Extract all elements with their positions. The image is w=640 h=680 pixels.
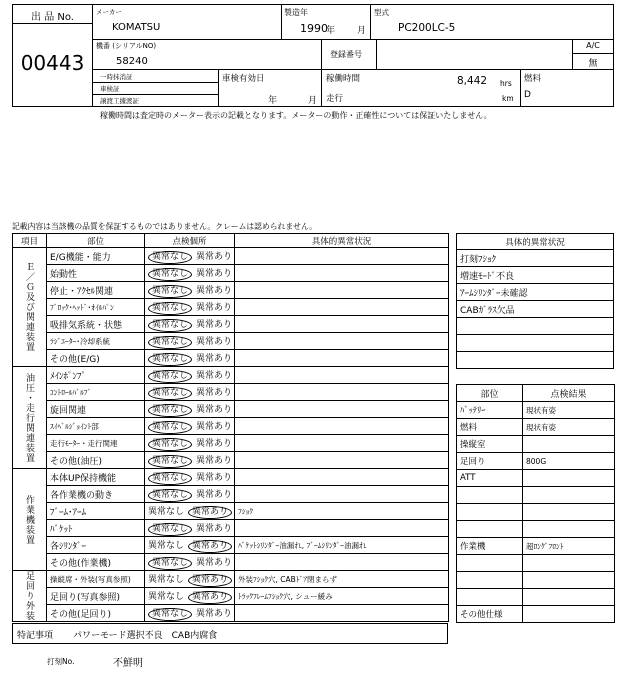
col-check: 点検個所 <box>145 234 235 248</box>
status-none: 異常なし <box>148 557 192 570</box>
fuel-value: D <box>524 90 531 100</box>
inspection-row <box>13 384 449 401</box>
check-status <box>145 554 235 571</box>
status-yes: 異常あり <box>188 540 232 553</box>
status-none: 異常なし <box>148 353 192 366</box>
result-value <box>523 572 615 589</box>
detail-text <box>235 520 449 537</box>
result-value <box>523 487 615 504</box>
check-status <box>145 588 235 605</box>
right-detail-row: 増速ﾓｰﾄﾞ不良 <box>457 267 614 284</box>
status-yes: 異常あり <box>196 608 233 619</box>
part-name: その他(作業機) <box>47 554 145 571</box>
part-name: ｽｲﾍﾞﾙｼﾞｮｲﾝﾄ部 <box>47 418 145 435</box>
result-row <box>457 504 615 521</box>
ac-value: 無 <box>588 59 598 69</box>
check-status <box>145 486 235 503</box>
result-value: 超ﾛﾝｸﾞﾌﾛﾝﾄ <box>523 538 615 555</box>
maker-value: KOMATSU <box>112 22 161 33</box>
status-none: 異常なし <box>148 608 192 621</box>
status-yes: 異常あり <box>196 268 233 279</box>
inspection-row <box>13 605 449 622</box>
status-yes: 異常あり <box>196 523 233 534</box>
status-yes: 異常あり <box>196 336 233 347</box>
detail-text <box>235 605 449 622</box>
inspection-row <box>13 537 449 554</box>
inspection-label: 車検有効日 <box>222 74 265 84</box>
detail-text: ﾊﾞｹｯﾄｼﾘﾝﾀﾞｰ油漏れ, ﾌﾞｰﾑｼﾘﾝﾀﾞｰ油漏れ <box>235 537 449 554</box>
part-name: 始動性 <box>47 265 145 282</box>
status-yes: 異常あり <box>196 438 233 449</box>
result-row <box>457 572 615 589</box>
lot-label: 出 品 No. <box>31 12 74 23</box>
check-status <box>145 401 235 418</box>
check-status <box>145 520 235 537</box>
detail-text <box>235 486 449 503</box>
status-yes: 異常あり <box>196 421 233 432</box>
hours-label: 稼働時間 <box>326 74 361 84</box>
result-row <box>457 538 615 555</box>
right-result-table <box>456 384 615 623</box>
status-yes: 異常あり <box>196 285 233 296</box>
part-name: ﾊﾞｹｯﾄ <box>47 520 145 537</box>
status-none: 異常なし <box>148 404 192 417</box>
inspection-row <box>13 452 449 469</box>
status-none: 異常なし <box>148 591 185 602</box>
status-yes: 異常あり <box>196 455 233 466</box>
status-none: 異常なし <box>148 370 192 383</box>
result-row <box>457 589 615 606</box>
detail-text <box>235 435 449 452</box>
check-status <box>145 469 235 486</box>
status-none: 異常なし <box>148 540 185 551</box>
result-row <box>457 453 615 470</box>
result-part: ATT <box>457 470 523 487</box>
status-yes: 異常あり <box>196 489 233 500</box>
detail-text: ﾌｼｮｸ <box>235 503 449 520</box>
result-value <box>523 606 615 623</box>
status-yes: 異常あり <box>196 404 233 415</box>
ac-label: A/C <box>586 41 600 50</box>
part-name: 吸排気系統・状態 <box>47 316 145 333</box>
part-name: ｺﾝﾄﾛｰﾙﾊﾞﾙﾌﾞ <box>47 384 145 401</box>
detail-text: ﾄﾗｯｸﾌﾚｰﾑﾌｼｮｸ穴, シュー緩み <box>235 588 449 605</box>
status-none: 異常なし <box>148 387 192 400</box>
mileage-label: 走行 <box>326 94 344 104</box>
result-value <box>523 589 615 606</box>
result-part <box>457 504 523 521</box>
part-name: 各ｼﾘﾝﾀﾞｰ <box>47 537 145 554</box>
detail-text <box>235 265 449 282</box>
result-value <box>523 470 615 487</box>
detail-text <box>235 316 449 333</box>
right-detail-row <box>457 335 614 352</box>
status-none: 異常なし <box>148 472 192 485</box>
result-row <box>457 487 615 504</box>
result-row <box>457 555 615 572</box>
group-label: 作業機装置 <box>13 469 47 571</box>
result-row <box>457 419 615 436</box>
check-status <box>145 503 235 520</box>
disclaimer: 記載内容は当該機の品質を保証するものではありません。クレームは認められません。 <box>12 222 318 231</box>
detail-text <box>235 350 449 367</box>
result-value <box>523 555 615 572</box>
result-row <box>457 402 615 419</box>
check-status <box>145 299 235 316</box>
scrap-cert: 譲渡工據渡証 <box>100 97 139 105</box>
status-none: 異常なし <box>148 251 192 264</box>
inspection-row <box>13 401 449 418</box>
result-part <box>457 487 523 504</box>
result-col-part: 部位 <box>457 385 523 402</box>
check-status <box>145 282 235 299</box>
detail-text <box>235 248 449 265</box>
temp-permit: 一時抹消証 <box>100 73 133 81</box>
right-detail-row: ｱｰﾑｼﾘﾝﾀﾞｰ未確認 <box>457 284 614 301</box>
status-yes: 異常あり <box>188 574 232 587</box>
status-yes: 異常あり <box>196 319 233 330</box>
result-part: 足回り <box>457 453 523 470</box>
part-name: 旋回関連 <box>47 401 145 418</box>
result-value: 現状有姿 <box>523 419 615 436</box>
part-name: その他(足回り) <box>47 605 145 622</box>
result-col-result: 点検結果 <box>523 385 615 402</box>
status-none: 異常なし <box>148 574 185 585</box>
result-row <box>457 606 615 623</box>
serial-value: 58240 <box>116 56 148 67</box>
status-none: 異常なし <box>148 336 192 349</box>
inspection-row <box>13 520 449 537</box>
result-part <box>457 572 523 589</box>
hours-value: 8,442 <box>457 75 488 87</box>
right-detail-row <box>457 318 614 335</box>
part-name: E/G機能・能力 <box>47 248 145 265</box>
check-status <box>145 435 235 452</box>
part-name: ﾌﾞﾛｯｸ･ﾍｯﾄﾞ･ｵｲﾙﾊﾟﾝ <box>47 299 145 316</box>
status-none: 異常なし <box>148 268 192 281</box>
maker-label: メーカー <box>96 8 122 16</box>
part-name: ﾗｼﾞｴｰﾀｰ･冷却系統 <box>47 333 145 350</box>
check-status <box>145 367 235 384</box>
detail-text <box>235 401 449 418</box>
status-none: 異常なし <box>148 455 192 468</box>
status-none: 異常なし <box>148 421 192 434</box>
inspection-row <box>13 333 449 350</box>
result-value: 800G <box>523 453 615 470</box>
result-part <box>457 555 523 572</box>
inspection-row <box>13 554 449 571</box>
check-status <box>145 571 235 588</box>
part-name: ﾌﾞｰﾑ･ｱｰﾑ <box>47 503 145 520</box>
check-status <box>145 333 235 350</box>
status-none: 異常なし <box>148 438 192 451</box>
inspection-row <box>13 418 449 435</box>
group-label: 足回り外装 <box>13 571 47 622</box>
km-unit: km <box>502 94 514 103</box>
month-unit: 月 <box>357 26 367 36</box>
result-part: その他仕様 <box>457 606 523 623</box>
serial-label: 機番 (シリアルNO) <box>96 42 157 50</box>
col-part: 部位 <box>47 234 145 248</box>
col-item: 項目 <box>13 234 47 248</box>
result-part: 燃料 <box>457 419 523 436</box>
right-detail-header: 具体的異常状況 <box>457 234 614 250</box>
status-yes: 異常あり <box>196 302 233 313</box>
status-yes: 異常あり <box>188 591 232 604</box>
result-value <box>523 521 615 538</box>
status-yes: 異常あり <box>196 370 233 381</box>
status-yes: 異常あり <box>196 353 233 364</box>
result-part: ﾊﾞｯﾃﾘｰ <box>457 402 523 419</box>
status-none: 異常なし <box>148 319 192 332</box>
inspection-row <box>13 248 449 265</box>
check-status <box>145 537 235 554</box>
year-label: 製造年 <box>284 8 308 17</box>
result-row <box>457 521 615 538</box>
status-yes: 異常あり <box>188 506 232 519</box>
group-label: 油圧・走行関連装置 <box>13 367 47 469</box>
result-part <box>457 521 523 538</box>
reg-value-cell <box>376 39 573 70</box>
special-value: パワーモード選択不良 CAB内腐食 <box>73 631 218 641</box>
right-detail-row: CABｶﾞﾗｽ欠品 <box>457 301 614 318</box>
status-yes: 異常あり <box>196 472 233 483</box>
vehicle-cert: 車検証 <box>100 85 120 93</box>
inspection-row <box>13 316 449 333</box>
detail-text <box>235 418 449 435</box>
result-part: 操縦室 <box>457 436 523 453</box>
status-yes: 異常あり <box>196 251 233 262</box>
part-name: その他(E/G) <box>47 350 145 367</box>
part-name: 走行ﾓｰﾀｰ・走行関連 <box>47 435 145 452</box>
inspection-row <box>13 435 449 452</box>
part-name: その他(油圧) <box>47 452 145 469</box>
check-status <box>145 452 235 469</box>
part-name: 停止・ｱｸｾﾙ関連 <box>47 282 145 299</box>
part-name: 各作業機の動き <box>47 486 145 503</box>
part-name: 足回り(写真参照) <box>47 588 145 605</box>
model-label: 型式 <box>374 8 389 17</box>
check-status <box>145 418 235 435</box>
detail-text <box>235 452 449 469</box>
hours-note: 稼働時間は査定時のメーター表示の記載となります。メーターの動作・正確性については保証いたしません。 <box>100 111 492 120</box>
inspection-row <box>13 571 449 588</box>
detail-text <box>235 469 449 486</box>
right-detail-row: 打刻ﾌｼｮｸ <box>457 250 614 267</box>
part-name: 操縦席・外装(写真参照) <box>47 571 145 588</box>
inspection-row <box>13 265 449 282</box>
result-part: 作業機 <box>457 538 523 555</box>
lot-number: 00443 <box>20 51 85 75</box>
result-value <box>523 436 615 453</box>
status-none: 異常なし <box>148 489 192 502</box>
detail-text <box>235 384 449 401</box>
inspection-row <box>13 282 449 299</box>
detail-text <box>235 299 449 316</box>
detail-text: 外装ﾌｼｮｸ穴, CABﾄﾞｱ閉まらず <box>235 571 449 588</box>
stamp-value: 不鮮明 <box>113 658 143 669</box>
check-status <box>145 384 235 401</box>
inspection-row <box>13 299 449 316</box>
result-row <box>457 470 615 487</box>
year-unit: 年 <box>326 26 336 36</box>
inspection-row <box>13 350 449 367</box>
check-status <box>145 350 235 367</box>
inspection-year-unit: 年 <box>268 96 278 106</box>
status-none: 異常なし <box>148 285 192 298</box>
check-status <box>145 265 235 282</box>
status-none: 異常なし <box>148 302 192 315</box>
result-value <box>523 504 615 521</box>
result-value: 現状有姿 <box>523 402 615 419</box>
stamp-label: 打刻No. <box>47 657 75 666</box>
inspection-row <box>13 503 449 520</box>
status-yes: 異常あり <box>196 557 233 568</box>
detail-text <box>235 554 449 571</box>
year-value: 1990 <box>300 22 328 35</box>
inspection-row <box>13 469 449 486</box>
right-detail-table <box>456 233 614 369</box>
model-value: PC200LC-5 <box>398 22 456 34</box>
detail-text <box>235 282 449 299</box>
status-none: 異常なし <box>148 506 185 517</box>
inspection-row <box>13 486 449 503</box>
detail-text <box>235 333 449 350</box>
reg-label: 登録番号 <box>330 50 362 59</box>
result-row <box>457 436 615 453</box>
check-status <box>145 248 235 265</box>
part-name: ﾒｲﾝﾎﾟﾝﾌﾟ <box>47 367 145 384</box>
inspection-month-unit: 月 <box>308 96 318 106</box>
col-detail: 具体的異常状況 <box>235 234 449 248</box>
status-yes: 異常あり <box>196 387 233 398</box>
status-none: 異常なし <box>148 523 192 536</box>
inspection-row <box>13 367 449 384</box>
inspection-row <box>13 588 449 605</box>
check-status <box>145 316 235 333</box>
fuel-label: 燃料 <box>524 74 542 84</box>
special-label: 特記事項 <box>17 631 54 641</box>
right-detail-row <box>457 352 614 369</box>
hours-unit: hrs <box>500 79 512 88</box>
check-status <box>145 605 235 622</box>
detail-text <box>235 367 449 384</box>
part-name: 本体UP保持機能 <box>47 469 145 486</box>
inspection-table <box>12 233 449 622</box>
result-part <box>457 589 523 606</box>
group-label: Ｅ／Ｇ及び関連装置 <box>13 248 47 367</box>
